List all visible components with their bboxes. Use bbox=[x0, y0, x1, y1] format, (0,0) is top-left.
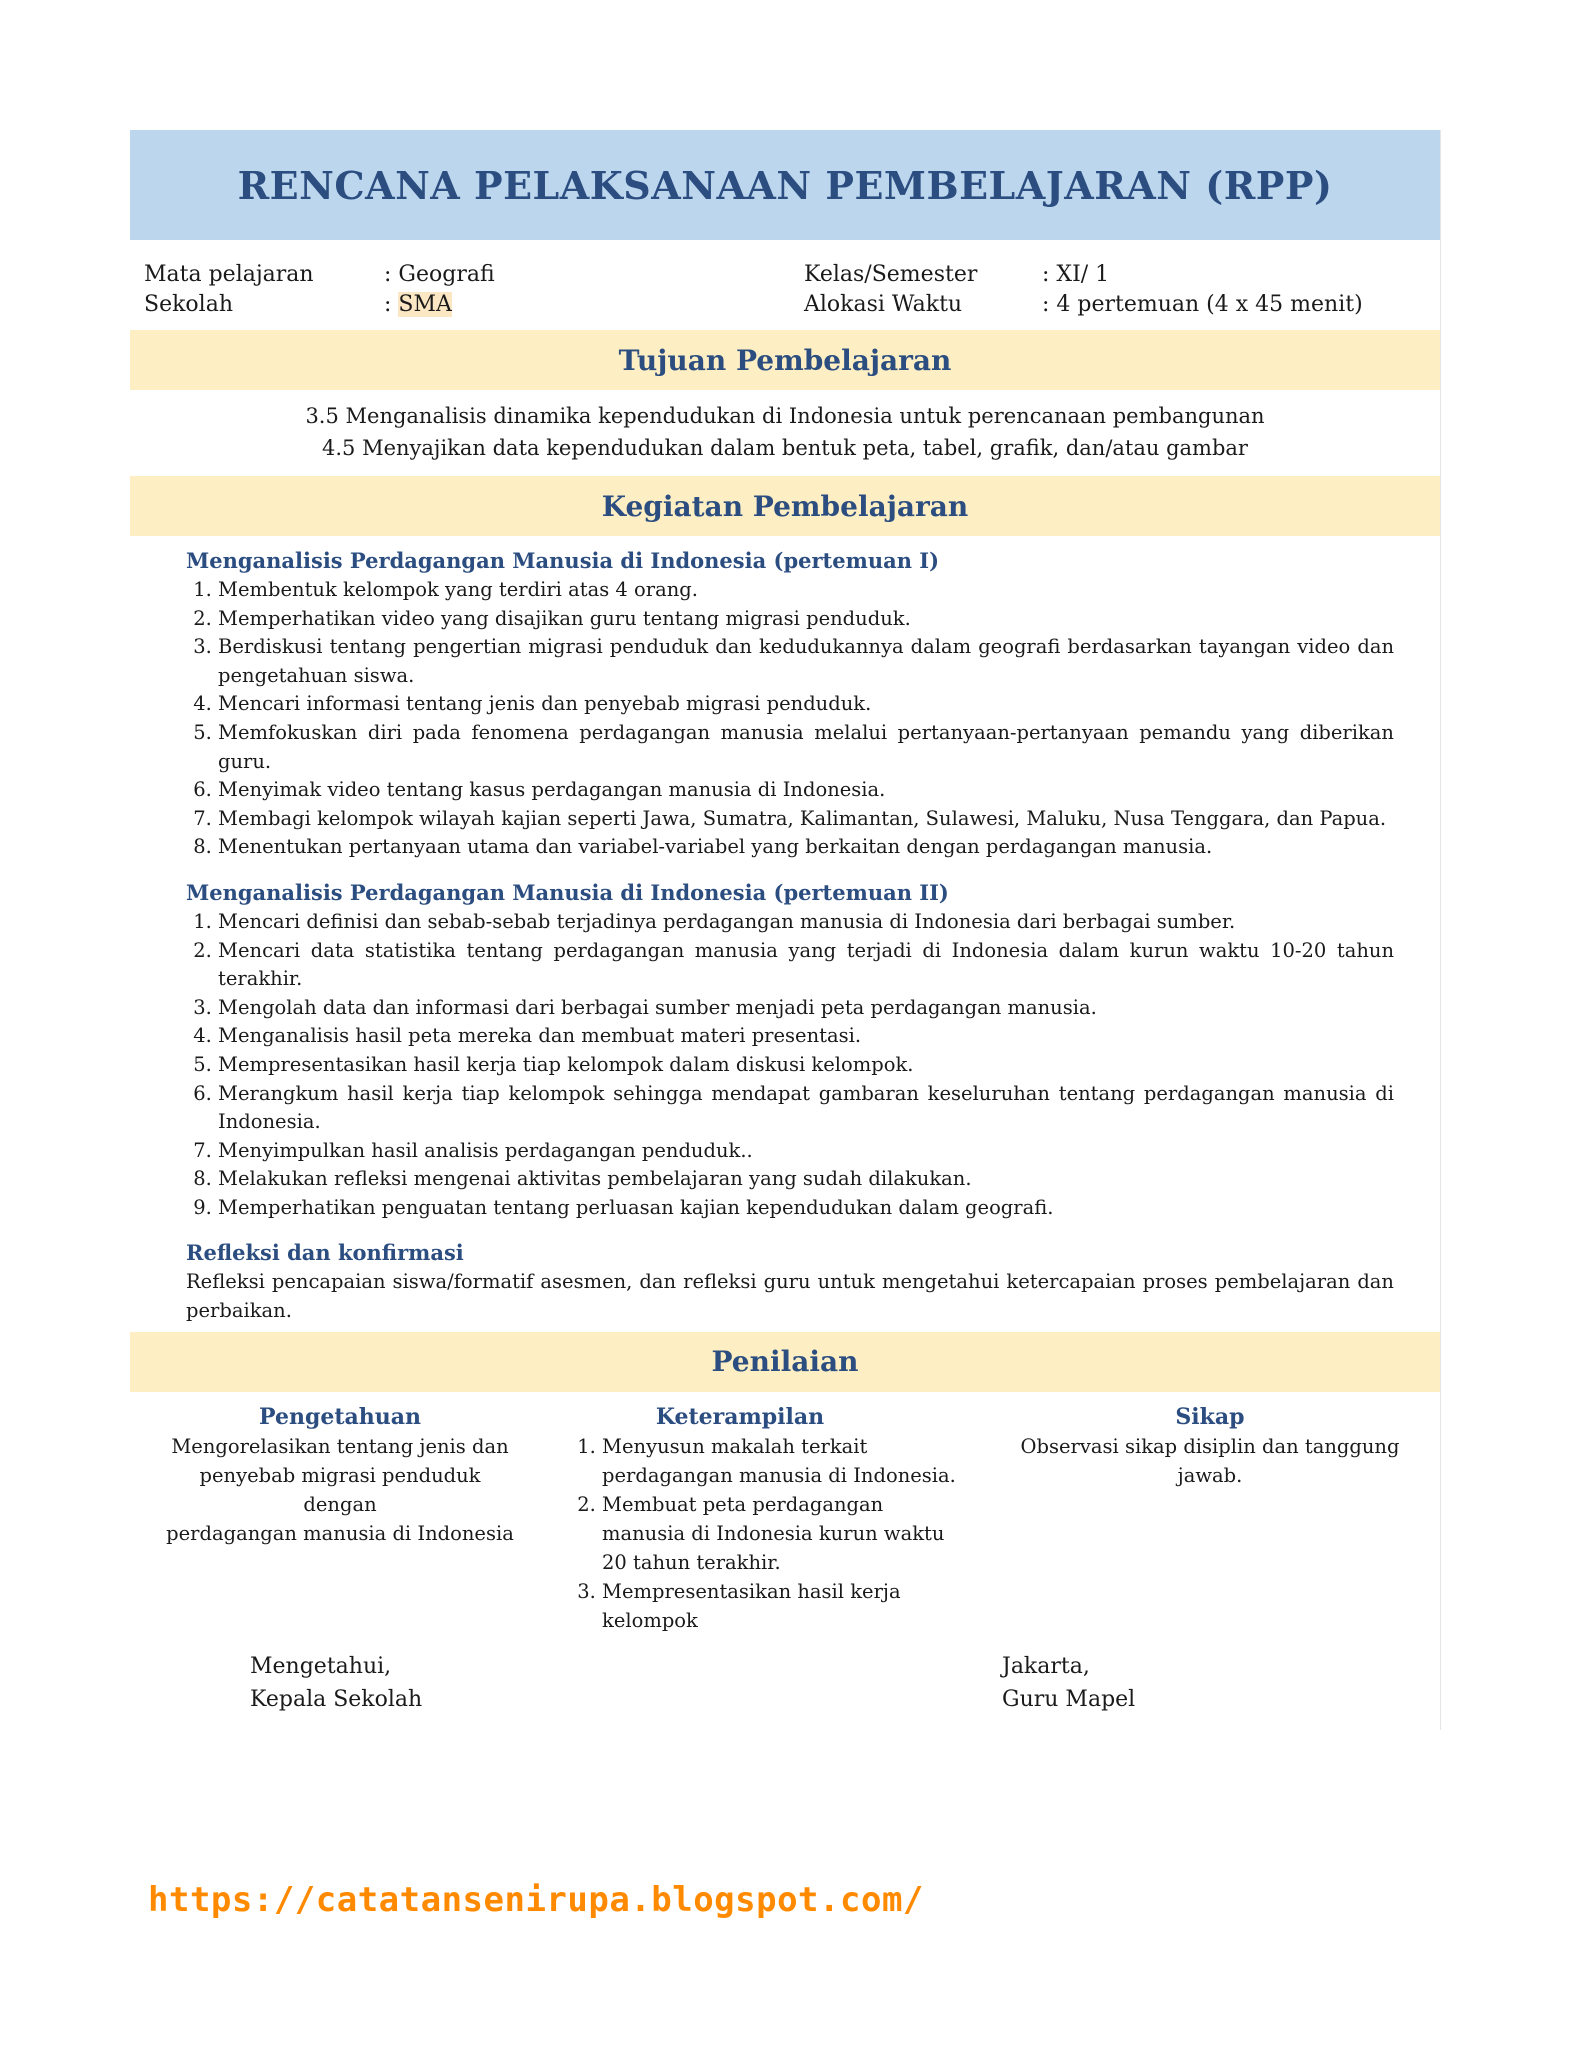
document-title: RENCANA PELAKSANAAN PEMBELAJARAN (RPP) bbox=[237, 162, 1333, 208]
tujuan-list bbox=[130, 390, 1440, 476]
list-item: 6. Merangkum hasil kerja tiap kelompok sehingga mendapat gambaran keseluruhan tentang perdagangan manusia di Indonesia. bbox=[218, 1080, 1394, 1137]
list-item: 7. Membagi kelompok wilayah kajian seperti Jawa, Sumatra, Kalimantan, Sulawesi, Maluku, Nusa Tenggara, dan Papua. bbox=[218, 805, 1394, 834]
signature-right-line1: Jakarta, bbox=[1002, 1654, 1090, 1679]
pertemuan-2-list bbox=[186, 908, 1394, 1223]
list-item: 4. Mencari informasi tentang jenis dan penyebab migrasi penduduk. bbox=[218, 690, 1394, 719]
sikap-title: Sikap bbox=[1175, 1403, 1245, 1430]
list-item: 3. Berdiskusi tentang pengertian migrasi penduduk dan kedudukannya dalam geografi berdasarkan tayangan video dan pengetahuan siswa. bbox=[218, 633, 1394, 690]
pengetahuan-line: penyebab migrasi penduduk dengan bbox=[199, 1463, 481, 1516]
list-item: 9. Memperhatikan penguatan tentang perluasan kajian kependudukan dalam geografi. bbox=[218, 1194, 1394, 1223]
list-item: 3. Mempresentasikan hasil kerja kelompok bbox=[602, 1577, 962, 1635]
signature-right bbox=[1002, 1650, 1135, 1716]
keterampilan-column bbox=[570, 1402, 970, 1635]
pengetahuan-line: Mengorelasikan tentang jenis dan bbox=[171, 1434, 509, 1458]
list-item: 2. Memperhatikan video yang disajikan guru tentang migrasi penduduk. bbox=[218, 605, 1394, 634]
title-banner bbox=[130, 130, 1440, 240]
info-block bbox=[130, 240, 1440, 330]
list-item: 7. Menyimpulkan hasil analisis perdagangan penduduk.. bbox=[218, 1137, 1394, 1166]
kelas-value: : XI/ 1 bbox=[1042, 262, 1110, 287]
penilaian-banner bbox=[130, 1332, 1440, 1392]
list-item: 1. Membentuk kelompok yang terdiri atas 4 orang. bbox=[218, 576, 1394, 605]
list-item: 8. Melakukan refleksi mengenai aktivitas pembelajaran yang sudah dilakukan. bbox=[218, 1165, 1394, 1194]
kegiatan-banner bbox=[130, 476, 1440, 536]
tujuan-line: 4.5 Menyajikan data kependudukan dalam bentuk peta, tabel, grafik, dan/atau gambar bbox=[322, 436, 1248, 460]
rpp-document bbox=[130, 130, 1441, 1730]
penilaian-heading: Penilaian bbox=[711, 1345, 859, 1379]
list-item: 6. Menyimak video tentang kasus perdagangan manusia di Indonesia. bbox=[218, 776, 1394, 805]
alokasi-label: Alokasi Waktu bbox=[804, 292, 963, 317]
mapel-label: Mata pelajaran bbox=[144, 262, 314, 287]
list-item: 3. Mengolah data dan informasi dari berbagai sumber menjadi peta perdagangan manusia. bbox=[218, 994, 1394, 1023]
kegiatan-heading: Kegiatan Pembelajaran bbox=[601, 489, 969, 523]
signature-right-line2: Guru Mapel bbox=[1002, 1687, 1136, 1712]
list-item: 1. Menyusun makalah terkait perdagangan manusia di Indonesia. bbox=[602, 1432, 962, 1490]
mapel-value: : Geografi bbox=[384, 262, 495, 287]
kelas-label: Kelas/Semester bbox=[804, 262, 978, 287]
pertemuan-1-list bbox=[186, 576, 1394, 862]
sekolah-value-wrap bbox=[384, 292, 452, 317]
signature-left-line1: Mengetahui, bbox=[250, 1654, 392, 1679]
list-item: 2. Mencari data statistika tentang perdagangan manusia yang terjadi di Indonesia dalam kurun waktu 10-20 tahun terakhir. bbox=[218, 937, 1394, 994]
signature-left-line2: Kepala Sekolah bbox=[250, 1687, 423, 1712]
penilaian-columns bbox=[130, 1392, 1440, 1632]
refleksi-title: Refleksi dan konfirmasi bbox=[186, 1240, 464, 1266]
pengetahuan-column bbox=[160, 1402, 520, 1548]
sekolah-label: Sekolah bbox=[144, 292, 233, 317]
list-item: 8. Menentukan pertanyaan utama dan variabel-variabel yang berkaitan dengan perdagangan manusia. bbox=[218, 833, 1394, 862]
tujuan-line: 3.5 Menganalisis dinamika kependudukan di Indonesia untuk perencanaan pembangunan bbox=[305, 404, 1265, 428]
tujuan-banner bbox=[130, 330, 1440, 390]
sikap-line: jawab. bbox=[1177, 1463, 1243, 1487]
pengetahuan-title: Pengetahuan bbox=[259, 1403, 421, 1430]
list-item: 5. Memfokuskan diri pada fenomena perdagangan manusia melalui pertanyaan-pertanyaan pemandu yang diberikan guru. bbox=[218, 719, 1394, 776]
alokasi-value: : 4 pertemuan (4 x 45 menit) bbox=[1042, 292, 1363, 317]
keterampilan-list bbox=[570, 1432, 962, 1635]
sekolah-value-prefix: : bbox=[384, 292, 399, 317]
sikap-column bbox=[1010, 1402, 1410, 1490]
kegiatan-content bbox=[130, 536, 1440, 1326]
pertemuan-1-title: Menganalisis Perdagangan Manusia di Indonesia (pertemuan I) bbox=[186, 548, 940, 573]
pengetahuan-line: perdagangan manusia di Indonesia bbox=[166, 1521, 514, 1545]
sekolah-value: SMA bbox=[398, 292, 452, 317]
list-item: 4. Menganalisis hasil peta mereka dan membuat materi presentasi. bbox=[218, 1022, 1394, 1051]
keterampilan-title: Keterampilan bbox=[655, 1403, 825, 1430]
footer-url-link[interactable]: https://catatansenirupa.blogspot.com/ bbox=[148, 1880, 924, 1920]
tujuan-heading: Tujuan Pembelajaran bbox=[618, 343, 952, 377]
list-item: 5. Mempresentasikan hasil kerja tiap kelompok dalam diskusi kelompok. bbox=[218, 1051, 1394, 1080]
signature-left bbox=[250, 1650, 422, 1716]
list-item: 1. Mencari definisi dan sebab-sebab terjadinya perdagangan manusia di Indonesia dari berbagai sumber. bbox=[218, 908, 1394, 937]
refleksi-text: Refleksi pencapaian siswa/formatif asesmen, dan refleksi guru untuk mengetahui ketercapaian proses pembelajaran dan perbaikan. bbox=[186, 1270, 1394, 1323]
list-item: 2. Membuat peta perdagangan manusia di Indonesia kurun waktu 20 tahun terakhir. bbox=[602, 1490, 962, 1577]
sikap-line: Observasi sikap disiplin dan tanggung bbox=[1020, 1434, 1400, 1458]
pertemuan-2-title: Menganalisis Perdagangan Manusia di Indonesia (pertemuan II) bbox=[186, 879, 949, 905]
